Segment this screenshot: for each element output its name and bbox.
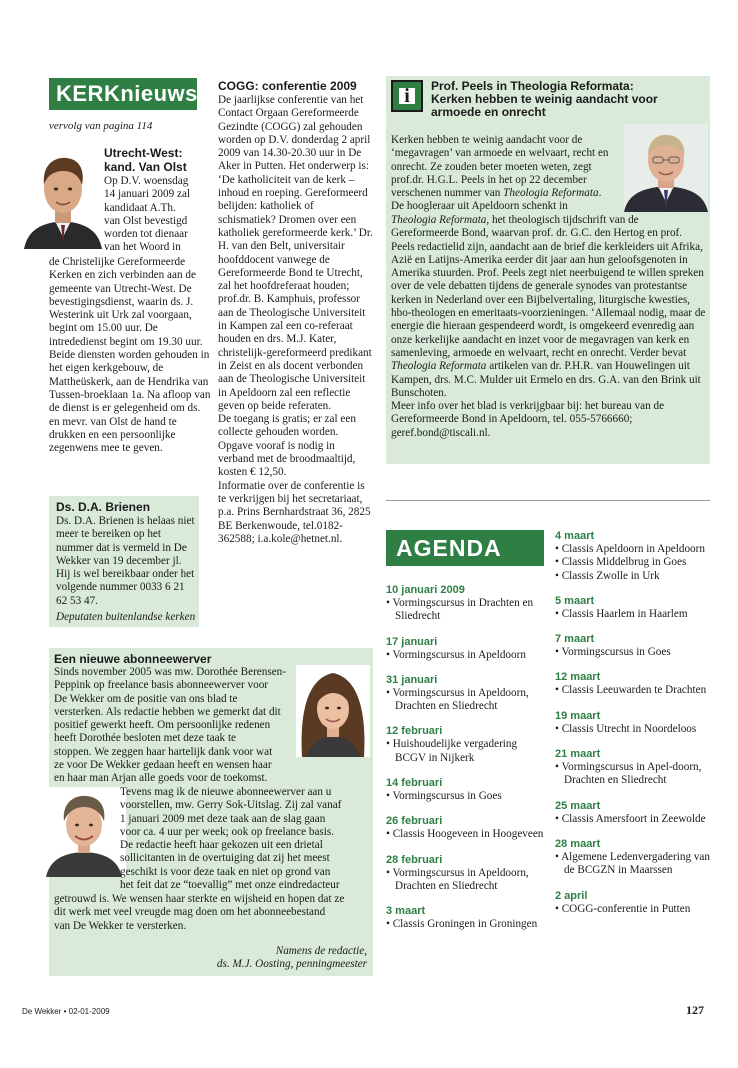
abonnee-line: heeft Dorothée besloten met deze taak te bbox=[54, 732, 237, 745]
peels-heading bbox=[431, 80, 707, 119]
agenda-item: • Classis Haarlem in Haarlem bbox=[555, 607, 688, 620]
agenda-date: 14 februari bbox=[386, 777, 443, 790]
abonnee-line: positief gewerkt heeft. Om persoonlijke redenen bbox=[54, 719, 271, 732]
agenda-item: • Classis Apeldoorn in Apeldoorn bbox=[555, 543, 705, 555]
abonnee-line: De Wekker om de positie van ons blad te bbox=[54, 692, 238, 705]
peels-body bbox=[391, 214, 707, 440]
agenda-date: 2 april bbox=[555, 889, 588, 902]
brienen-heading: Ds. D.A. Brienen bbox=[56, 500, 151, 514]
agenda-item: • Vormingscursus in Goes bbox=[386, 790, 502, 803]
agenda-date: 17 januari bbox=[386, 635, 438, 648]
photo-dorothee bbox=[296, 665, 370, 757]
agenda-date: 26 februari bbox=[386, 815, 443, 828]
abonnee-heading: Een nieuwe abonneewerver bbox=[54, 652, 212, 666]
abonnee-line: voorstellen, mw. Gerry Sok-Uitslag. Zij zal vanaf bbox=[120, 799, 342, 812]
agenda-date: 28 maart bbox=[555, 837, 601, 850]
utrecht-line: kandidaat A.Th. bbox=[104, 201, 176, 214]
info-icon-glyph: i bbox=[404, 85, 410, 107]
agenda-item: • Classis Hoogeveen in Hoogeveen bbox=[386, 828, 544, 841]
utrecht-heading bbox=[104, 146, 212, 174]
agenda-date: 10 januari 2009 bbox=[386, 584, 465, 596]
peels-text: artikelen van dr. P.H.R. van Houwelingen uit Kampen, drs. M.C. Mulder uit Ermelo en drs. G.A. van den Brink uit Bunschoten. bbox=[391, 360, 701, 399]
footer-issue: De Wekker • 02-01-2009 bbox=[22, 1007, 110, 1016]
agenda-item: • Vormingscursus in Apeldoorn, Drachten en Sliedrecht bbox=[386, 866, 529, 892]
agenda-item: • Classis Leeuwarden te Drachten bbox=[555, 684, 707, 697]
agenda-item: • Algemene Ledenvergadering van de BCGZN in Maarssen bbox=[555, 850, 710, 877]
kerknieuws-title: KERKnieuws bbox=[49, 78, 197, 110]
peels-line: prof.dr. H.G.L. Peels in het op 22 december bbox=[391, 173, 587, 186]
info-icon bbox=[391, 80, 423, 112]
abonnee-line: sollicitanten in de overtuiging dat zij het meest bbox=[120, 852, 330, 865]
peels-line: ‘megavragen’ van armoede en welvaart, recht en bbox=[391, 147, 609, 160]
agenda-item: • Classis Utrecht in Noordeloos bbox=[555, 722, 697, 735]
agenda-item: • Classis Zwolle in Urk bbox=[555, 569, 660, 582]
utrecht-heading-line2: kand. Van Olst bbox=[104, 160, 187, 174]
cogg-text2: De toegang is gratis; er zal een collecte gehouden worden. Opgave vooraf is nodig in verband met de broodmaaltijd, kosten € 12,50. bbox=[218, 413, 356, 479]
utrecht-line: worden tot dienaar bbox=[104, 228, 188, 241]
agenda-item: • Vormingscursus in Goes bbox=[555, 646, 671, 659]
cogg-body bbox=[218, 94, 373, 546]
utrecht-heading-line1: Utrecht-West: bbox=[104, 146, 183, 160]
agenda-item: • Classis Groningen in Groningen bbox=[386, 918, 538, 931]
journal-name: Theologia Reformata bbox=[503, 187, 599, 200]
peels-line bbox=[391, 187, 623, 200]
abonnee-text2 bbox=[120, 786, 370, 892]
abonnee-signature bbox=[54, 945, 367, 972]
abonnee-line: geschikt is voor deze taak en niet op grond van bbox=[120, 865, 331, 878]
abonnee-line: van De Wekker te versterken. bbox=[54, 919, 187, 932]
abonnee-line: getrouwd is. We wensen haar sterkte en wijsheid en hopen dat ze bbox=[54, 893, 345, 905]
continued-note: vervolg van pagina 114 bbox=[49, 120, 153, 132]
agenda-item: • Vormingscursus in Drachten en Sliedrecht bbox=[386, 597, 534, 623]
cogg-heading: COGG: conferentie 2009 bbox=[218, 79, 357, 93]
journal-name: Theologia Reformata bbox=[391, 214, 487, 226]
agenda-item: • COGG-conferentie in Putten bbox=[555, 902, 691, 915]
peels-heading-line1: Prof. Peels in Theologia Reformata: bbox=[431, 79, 634, 93]
agenda-date: 12 maart bbox=[555, 671, 601, 684]
abonnee-line: stoppen. We zeggen haar hartelijk dank voor wat bbox=[54, 745, 273, 758]
photo-van-olst bbox=[22, 145, 104, 249]
abonnee-line: het feit dat ze “toevallig” met onze eindredacteur bbox=[120, 879, 340, 892]
abonnee-line: en haar man Arjan alle goeds voor de toekomst. bbox=[54, 772, 268, 785]
brienen-signature: Deputaten buitenlandse kerken bbox=[56, 611, 196, 623]
signature-line1: Namens de redactie, bbox=[275, 945, 367, 957]
journal-name: Theologia Reformata bbox=[391, 360, 487, 373]
agenda-date: 21 maart bbox=[555, 748, 601, 761]
peels-line: onrecht. Ze zouden beter moeten weten, zegt bbox=[391, 160, 592, 173]
peels-line-text: verschenen nummer van bbox=[391, 187, 501, 200]
abonnee-line: voor ca. 4 uur per week; ook op freelance basis. bbox=[120, 825, 335, 838]
utrecht-line: van Olst bevestigd bbox=[104, 214, 188, 227]
utrecht-line: 14 januari 2009 zal bbox=[104, 188, 191, 201]
peels-heading-line2: Kerken hebben te weinig aandacht voor bbox=[431, 92, 658, 106]
signature-line2: ds. M.J. Oosting, penningmeester bbox=[216, 958, 367, 971]
abonnee-line: De redactie heeft haar gekozen uit een drietal bbox=[120, 839, 323, 852]
agenda-date: 5 maart bbox=[555, 594, 595, 607]
page-number: 127 bbox=[686, 1003, 704, 1017]
agenda-column-2 bbox=[555, 530, 715, 916]
agenda-date: 4 maart bbox=[555, 530, 595, 542]
brienen-text: Ds. D.A. Brienen is helaas niet meer te bereiken op het nummer dat is vermeld in De Wekker van 19 december jl. Hij is wel bereikbaar onder het volgende nummer 0033 6 21 62 53 47. bbox=[56, 515, 195, 607]
agenda-date: 25 maart bbox=[555, 799, 601, 812]
agenda-item: • Huishoudelijke vergadering BCGV in Nijkerk bbox=[386, 738, 518, 764]
section-divider bbox=[386, 500, 710, 501]
agenda-date: 3 maart bbox=[386, 905, 426, 918]
agenda-date: 12 februari bbox=[386, 725, 443, 738]
abonnee-line: Sinds november 2005 was mw. Dorothée Berensen- bbox=[54, 666, 286, 678]
peels-line: Kerken hebben te weinig aandacht voor de bbox=[391, 134, 583, 146]
photo-peels bbox=[624, 124, 708, 212]
agenda-date: 31 januari bbox=[386, 673, 438, 686]
abonnee-line: Tevens mag ik de nieuwe abonneewerver aan u bbox=[120, 786, 332, 798]
photo-gerry bbox=[42, 787, 126, 877]
agenda-item: • Vormingscursus in Apeldoorn bbox=[386, 648, 526, 661]
abonnee-line: Peppink op freelance basis abonneewerver voor bbox=[54, 679, 269, 692]
cogg-text3: Informatie over de conferentie is te verkrijgen bij het secretariaat, p.a. Prins Bernhardstraat 36, 2825 BE Berkenwoude, tel.0182-362588; i.a.kole@hetnet.nl. bbox=[218, 479, 371, 545]
utrecht-line: van het Woord in bbox=[104, 241, 181, 254]
abonnee-line: versterken. Als redactie hebben we gemerkt dat dit bbox=[54, 705, 281, 718]
abonnee-line: dit werk met veel vreugde mag doen om het abonneebestand bbox=[54, 906, 326, 919]
agenda-column-1 bbox=[386, 584, 546, 932]
cogg-text: De jaarlijkse conferentie van het Contact Orgaan Gereformeerde Gezindte (COGG) zal gehouden worden op D.V. donderdag 2 april 2009 van 14.30-20.30 uur in De Aker in Putten. Het onderwerp is: ‘De katholiciteit van de kerk – inhoud en roeping. Gereformeerd belijden: katholiek of schismatiek? Dromen over een katholiek gereformeerde kerk.’ Dr. H. van den Belt, universitair hoofddocent vanwege de Gereformeerde Bond te Utrecht, zal het hoofdreferaat houden; prof.dr. B. Kamphuis, professor aan de Theologische Universiteit in Kampen zal een co-referaat houden en drs. M.J. Kater, christelijk-gereformeerd predikant in Zeist en als docent verbonden aan de Theologische Universiteit in Apeldoorn zal een reflectie geven op beide referaten. bbox=[218, 94, 373, 412]
utrecht-intro bbox=[104, 175, 214, 255]
peels-line: De hoogleraar uit Apeldoorn schenkt in bbox=[391, 200, 568, 213]
agenda-date: 19 maart bbox=[555, 709, 601, 722]
abonnee-line: 1 januari 2009 met deze taak aan de slag gaan bbox=[120, 812, 326, 825]
utrecht-line: Op D.V. woensdag bbox=[104, 175, 189, 187]
agenda-item: • Vormingscursus in Apeldoorn, Drachten en Sliedrecht bbox=[386, 686, 529, 713]
abonnee-line: ze voor De Wekker gedaan heeft en wensen haar bbox=[54, 759, 272, 772]
abonnee-text1 bbox=[54, 666, 294, 786]
abonnee-text3 bbox=[54, 893, 370, 933]
agenda-date: 7 maart bbox=[555, 633, 595, 646]
peels-intro bbox=[391, 134, 623, 214]
agenda-item: • Classis Middelbrug in Goes bbox=[555, 556, 687, 569]
peels-heading-line3: armoede en onrecht bbox=[431, 105, 546, 119]
agenda-title: AGENDA bbox=[386, 530, 544, 566]
utrecht-body: de Christelijke Gereformeerde Kerken en zich verbinden aan de gemeente van Utrecht-West. De bevestigingsdienst, waarin ds. J. Westerink uit Urk zal voorgaan, begint om 15.00 uur. De intrededienst begint om 19.30 uur. Beide diensten worden gehouden in het eigen kerkgebouw, de Mattheüskerk, aan de Hendrika van Tussen-broeklaan 1a. Na afloop van de dienst is er gelegenheid om ds. en mevr. van Olst de hand te drukken en een persoonlijke zegenwens mee te geven. bbox=[49, 256, 211, 455]
agenda-item: • Vormingscursus in Apel-doorn, Drachten en Sliedrecht bbox=[555, 761, 702, 787]
peels-line-dot: . bbox=[598, 187, 602, 200]
agenda-item: • Classis Amersfoort in Zeewolde bbox=[555, 812, 706, 825]
agenda-date: 28 februari bbox=[386, 853, 443, 866]
peels-text: , het theologisch tijdschrift van de Gereformeerde Bond, waarvan prof. dr. G.C. den Hertog en prof. Peels redactielid zijn, aandacht aan de brief die kerkleiders uit Afrika, Azië en Latijns-Amerika eerder dit jaar aan hun geloofsgenoten in Amerika stuurden. Prof. Peels zegt niet neerbuigend te willen spreken over de vele debatten tijdens de generale synodes van protestantse kerken in Nederland over een Bijbelvertaling, liturgische kwesties, hbo-theologen en emeritaats-voorzieningen. ‘Allemaal nodig, maar de energie die hieraan gespendeerd wordt, is omgekeerd evenredig aan onze kerkelijke aandacht en inzet voor de megavragen van kerk en samenleving, armoede en welvaart, recht en onrecht. Verder bevat bbox=[391, 214, 706, 359]
peels-contact: Meer info over het blad is verkrijgbaar bij: het bureau van de Gereformeerde Bond in Apeldoorn, tel. 055-5766660; geref.bond@tiscali.nl. bbox=[391, 400, 665, 439]
